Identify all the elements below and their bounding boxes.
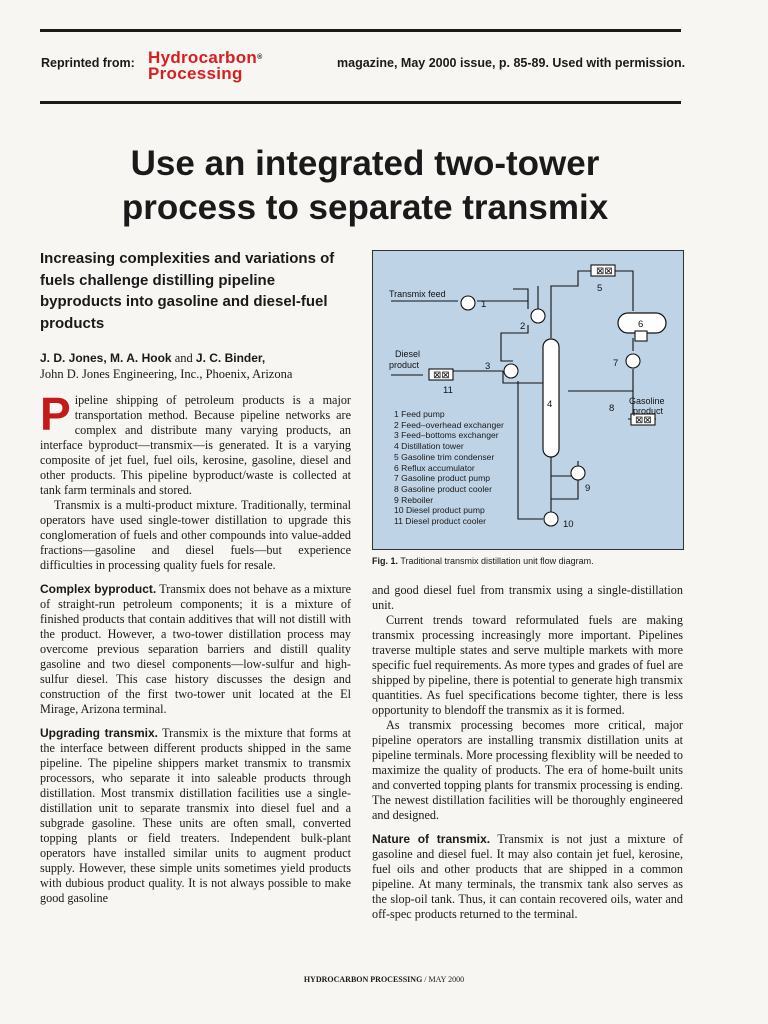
label-diesel-product: product — [389, 360, 420, 370]
label-gasoline-product: product — [633, 406, 664, 416]
feed-bottoms-exchanger — [504, 364, 518, 378]
legend-item: 10 Diesel product pump — [394, 505, 485, 516]
figure-caption: Fig. 1. Traditional transmix distillation unit flow diagram. — [372, 556, 594, 566]
legend-item: 9 Reboiler — [394, 494, 434, 505]
paragraph-nature: Nature of transmix. Transmix is not just a mixture of gasoline and diesel fuel. It may also contain jet fuel, kerosine, fuel oils and other products that are shipped in a common pipeline. At many terminals, the transmix tank also serves as the slop-oil tank. Thus, it can contain recovered oils, water and off-spec products returned to the terminal. — [372, 832, 684, 921]
subhead-nature-of-transmix: Nature of transmix. — [372, 832, 491, 846]
num-11: 11 — [443, 385, 453, 396]
label-diesel: Diesel — [395, 349, 421, 359]
svg-text:⊠⊠: ⊠⊠ — [433, 370, 450, 381]
author-names-1: J. D. Jones, M. A. Hook — [40, 351, 172, 365]
legend-item: 6 Reflux accumulator — [394, 462, 475, 473]
num-5: 5 — [597, 283, 603, 294]
legend-item: 8 Gasoline product cooler — [394, 483, 492, 494]
article-title: Use an integrated two-tower process to separate transmix — [121, 144, 609, 227]
label-gasoline: Gasoline — [629, 396, 665, 406]
num-10: 10 — [563, 519, 574, 530]
diesel-product-pump — [544, 512, 558, 526]
num-7: 7 — [613, 358, 619, 369]
num-6: 6 — [638, 319, 644, 330]
subhead-complex-byproduct: Complex byproduct. — [40, 582, 157, 596]
feed-overhead-exchanger — [531, 309, 545, 323]
byline — [40, 350, 360, 382]
num-2: 2 — [520, 321, 526, 332]
legend-item: 1 Feed pump — [394, 409, 445, 419]
num-1: 1 — [481, 299, 487, 310]
author-and: and — [174, 351, 193, 365]
citation-text: magazine, May 2000 issue, p. 85-89. Used with permission. — [337, 56, 686, 70]
legend-item: 4 Distillation tower — [394, 441, 464, 452]
num-8: 8 — [609, 403, 615, 414]
hydrocarbon-processing-logo: Hydrocarbon® Processing — [148, 48, 263, 83]
num-9: 9 — [585, 483, 591, 494]
legend-item: 5 Gasoline trim condenser — [394, 451, 495, 462]
paragraph: and good diesel fuel from transmix using a single-distillation unit. — [372, 583, 683, 612]
legend-item: 3 Feed–bottoms exchanger — [394, 430, 499, 441]
paragraph-upgrading: Upgrading transmix. Transmix is the mixture that forms at the interface between different products shipped in the same pipeline. The pipeline shippers market transmix to transmix processors, who separate it into saleable products through distillation. Most transmix distillation facilities use a single-distillation unit to separate transmix into diesel fuel and a subgrade gasoline. These units are often small, converted topping plants or field treaters. Independent bulk-plant operators have installed similar units to augment product supply. However, these simple units sometimes yield products with dubious product quality. It is not always possible to make good gasoline — [40, 726, 351, 905]
svg-text:⊠⊠: ⊠⊠ — [596, 266, 613, 277]
legend-item: 11 Diesel product cooler — [394, 516, 487, 527]
left-column — [40, 388, 352, 906]
article-deck: Increasing complexities and variations of fuels challenge distilling pipeline byproducts into gasoline and diesel-fuel products — [40, 250, 335, 332]
gasoline-product-pump — [626, 354, 640, 368]
distillation-tower — [543, 339, 559, 457]
paragraph-complex: Complex byproduct. Transmix does not behave as a mixture of straight-run petroleum components; it is a mixture of finished products that contain additives that will not distill with the product. However, a two-tower distillation process may overcome previous separation barriers and distill quality gasoline and two diesel components—low-sulfur and high-sulfur diesel. This case history discusses the design and construction of the first two-tower unit located at the El Mirage, Arizona terminal. — [40, 582, 352, 716]
num-4: 4 — [547, 399, 553, 410]
flow-diagram — [372, 250, 684, 550]
paragraph: As transmix processing becomes more critical, major pipeline operators are installing transmix distillation units at pipeline terminals. More processing flexiblity will be needed to maximize the quality of products. The era of home-built units and converted topping plants for transmix processing is ending. The newest distillation facilities will be thoroughly engineered and designed. — [372, 718, 683, 822]
drop-cap: P — [40, 388, 71, 440]
paragraph: Transmix is a multi-product mixture. Traditionally, terminal operators have used single-tower distillation to upgrade this conglomeration of fuels and other compounds into value-added fractions—gasoline and diesel fuels—but experience difficulties in processing quality fuels for resale. — [40, 498, 351, 572]
legend-item: 2 Feed–overhead exchanger — [394, 419, 504, 430]
feed-pump — [461, 296, 475, 310]
right-column — [372, 583, 683, 922]
reprinted-from-label: Reprinted from: — [41, 56, 135, 70]
subhead-upgrading-transmix: Upgrading transmix. — [40, 726, 158, 740]
top-rule — [40, 29, 681, 32]
svg-text:⊠⊠: ⊠⊠ — [635, 415, 652, 426]
paragraph: Current trends toward reformulated fuels are making transmix processing increasingly more important. Pipelines traverse multiple states and serve multiple markets with more specific fuel requirements. As more types and grades of fuel are shipped by pipeline, there is potential to generate high transmix quantities. As fuel specifications become tighter, there is less opportunity to blendoff the transmix as it is formed. — [372, 613, 684, 717]
label-transmix-feed: Transmix feed — [389, 289, 446, 299]
reboiler — [571, 466, 585, 480]
legend-item: 7 Gasoline product pump — [394, 473, 491, 484]
paragraph-intro: Pipeline shipping of petroleum products is a major transportation method. Because pipeline networks are complex and distribute many varying products, an interface byproduct—transmix—is generated. It is a varying composite of jet fuel, fuel oils, kerosine, gasoline, diesel and other products. This pipeline byproduct/waste is collected at tank farm terminals and stored. — [40, 388, 351, 497]
num-3: 3 — [485, 361, 491, 372]
author-affiliation: John D. Jones Engineering, Inc., Phoenix, Arizona — [40, 367, 293, 381]
figure-legend — [394, 409, 504, 527]
bottom-rule — [40, 101, 681, 104]
page-footer: HYDROCARBON PROCESSING / MAY 2000 — [303, 975, 465, 984]
author-names-2: J. C. Binder, — [195, 351, 266, 365]
